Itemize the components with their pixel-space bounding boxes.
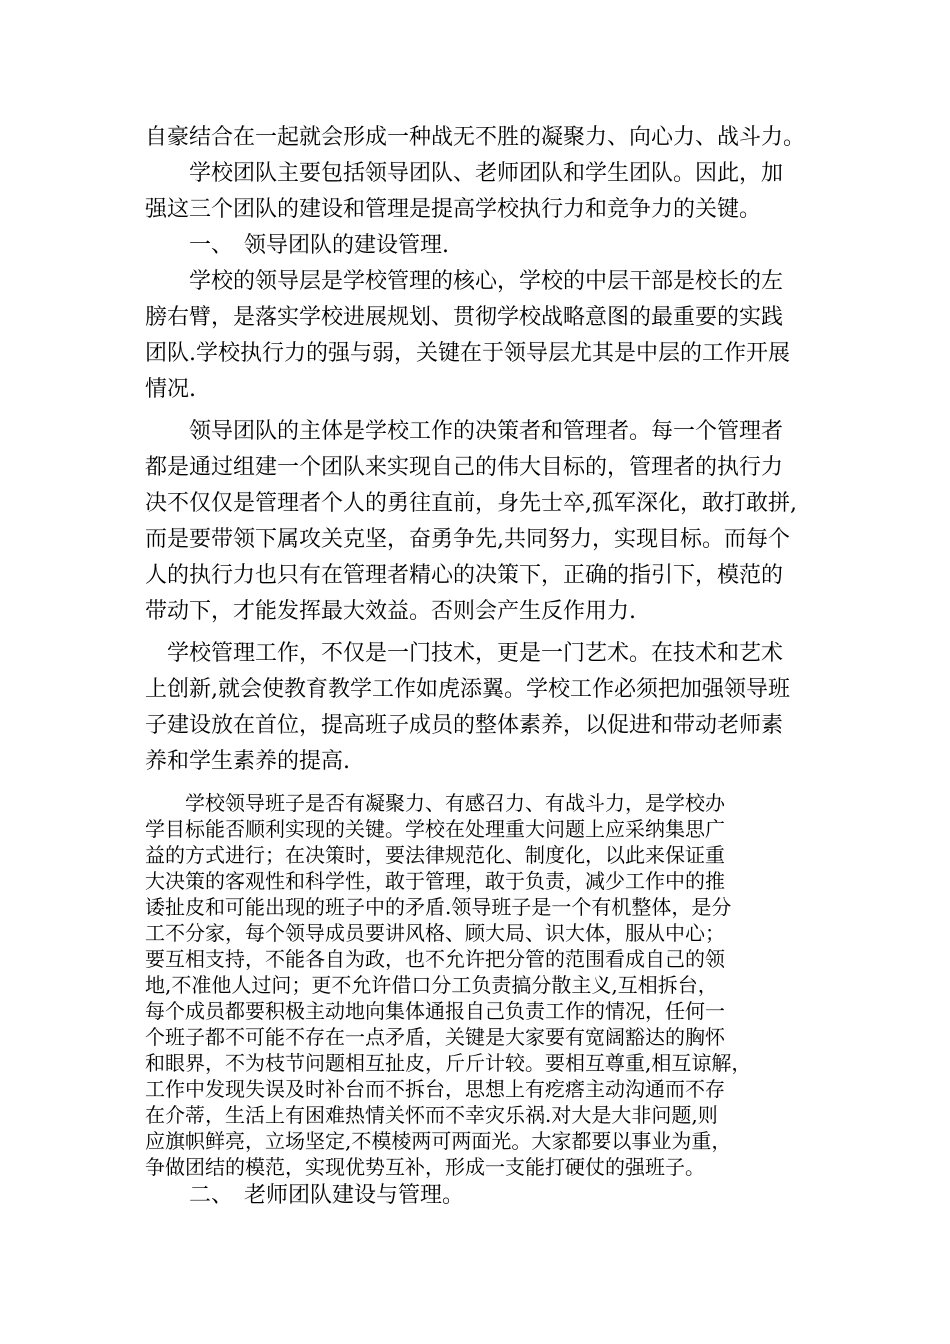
text-line: 在介蒂，生活上有困难热情关怀而不幸灾乐祸.对大是大非问题,则 (145, 1103, 718, 1127)
text-line: 学校团队主要包括领导团队、老师团队和学生团队。因此，加 (145, 161, 784, 186)
text-line: 大决策的客观性和科学性，敢于管理，敢于负责，减少工作中的推 (145, 869, 725, 893)
heading-line: 一、 领导团队的建设管理. (145, 233, 449, 258)
text-line: 都是通过组建一个团队来实现自己的伟大目标的，管理者的执行力 (145, 455, 784, 480)
paragraph-teams-intro (145, 156, 783, 228)
text-line: 人的执行力也只有在管理者精心的决策下，正确的指引下，模范的 (145, 563, 784, 588)
paragraph-continuation (145, 120, 805, 156)
text-line: 上创新,就会使教育教学工作如虎添翼。学校工作必须把加强领导班 (145, 677, 790, 702)
text-line: 子建设放在首位，提高班子成员的整体素养，以促进和带动老师素 (145, 713, 784, 738)
section-heading-1 (145, 228, 449, 264)
text-line: 学校领导班子是否有凝聚力、有感召力、有战斗力，是学校办 (145, 791, 725, 815)
text-line: 带动下，才能发挥最大效益。否则会产生反作用力. (145, 599, 636, 624)
text-line: 工不分家，每个领导成员要讲风格、顾大局、识大体，服从中心； (145, 921, 725, 945)
text-line: 领导团队的主体是学校工作的决策者和管理者。每一个管理者 (145, 419, 784, 444)
text-line: 和眼界，不为枝节问题相互扯皮，斤斤计较。要相互尊重,相互谅解， (145, 1051, 752, 1075)
text-line: 要互相支持，不能各自为政，也不允许把分管的范围看成自己的领 (145, 947, 725, 971)
text-line: 个班子都不可能不存在一点矛盾，关键是大家要有宽阔豁达的胸怀 (145, 1025, 725, 1049)
text-line: 自豪结合在一起就会形成一种战无不胜的凝聚力、向心力、战斗力。 (145, 125, 806, 150)
text-line: 应旗帜鲜亮，立场坚定,不模棱两可两面光。大家都要以事业为重， (145, 1129, 732, 1153)
text-line: 争做团结的模范，实现优势互补，形成一支能打硬仗的强班子。 (145, 1155, 705, 1179)
text-line: 益的方式进行；在决策时，要法律规范化、制度化，以此来保证重 (145, 843, 725, 867)
paragraph-leadership-subject (145, 414, 797, 630)
text-line: 团队.学校执行力的强与弱，关键在于领导层尤其是中层的工作开展 (145, 341, 790, 366)
text-line: 学目标能否顺利实现的关键。学校在处理重大问题上应采纳集思广 (145, 817, 725, 841)
text-line: 工作中发现失误及时补台而不拆台，思想上有疙瘩主动沟通而不存 (145, 1077, 725, 1101)
text-line: 而是要带领下属攻关克坚，奋勇争先,共同努力，实现目标。而每个 (145, 527, 790, 552)
text-line: 决不仅仅是管理者个人的勇往直前，身先士卒,孤军深化，敢打敢拼, (145, 491, 797, 516)
paragraph-leadership-core (145, 264, 790, 408)
text-line: 膀右臂，是落实学校进展规划、贯彻学校战略意图的最重要的实践 (145, 305, 784, 330)
text-line: 诿扯皮和可能出现的班子中的矛盾.领导班子是一个有机整体，是分 (145, 895, 732, 919)
text-line: 养和学生素养的提高. (145, 749, 350, 774)
heading-line: 二、 老师团队建设与管理。 (145, 1183, 465, 1208)
text-line: 学校管理工作，不仅是一门技术，更是一门艺术。在技术和艺术 (145, 641, 784, 666)
text-line: 强这三个团队的建设和管理是提高学校执行力和竞争力的关键。 (145, 197, 762, 222)
text-line: 地,不准他人过问；更不允许借口分工负责搞分散主义,互相拆台， (145, 973, 718, 997)
section-heading-2 (145, 1178, 464, 1214)
text-line: 每个成员都要积极主动地向集体通报自己负责工作的情况，任何一 (145, 999, 725, 1023)
paragraph-leadership-cohesion (145, 790, 751, 1180)
text-line: 学校的领导层是学校管理的核心，学校的中层干部是校长的左 (145, 269, 784, 294)
paragraph-management-art (145, 636, 790, 780)
text-line: 情况. (145, 377, 196, 402)
